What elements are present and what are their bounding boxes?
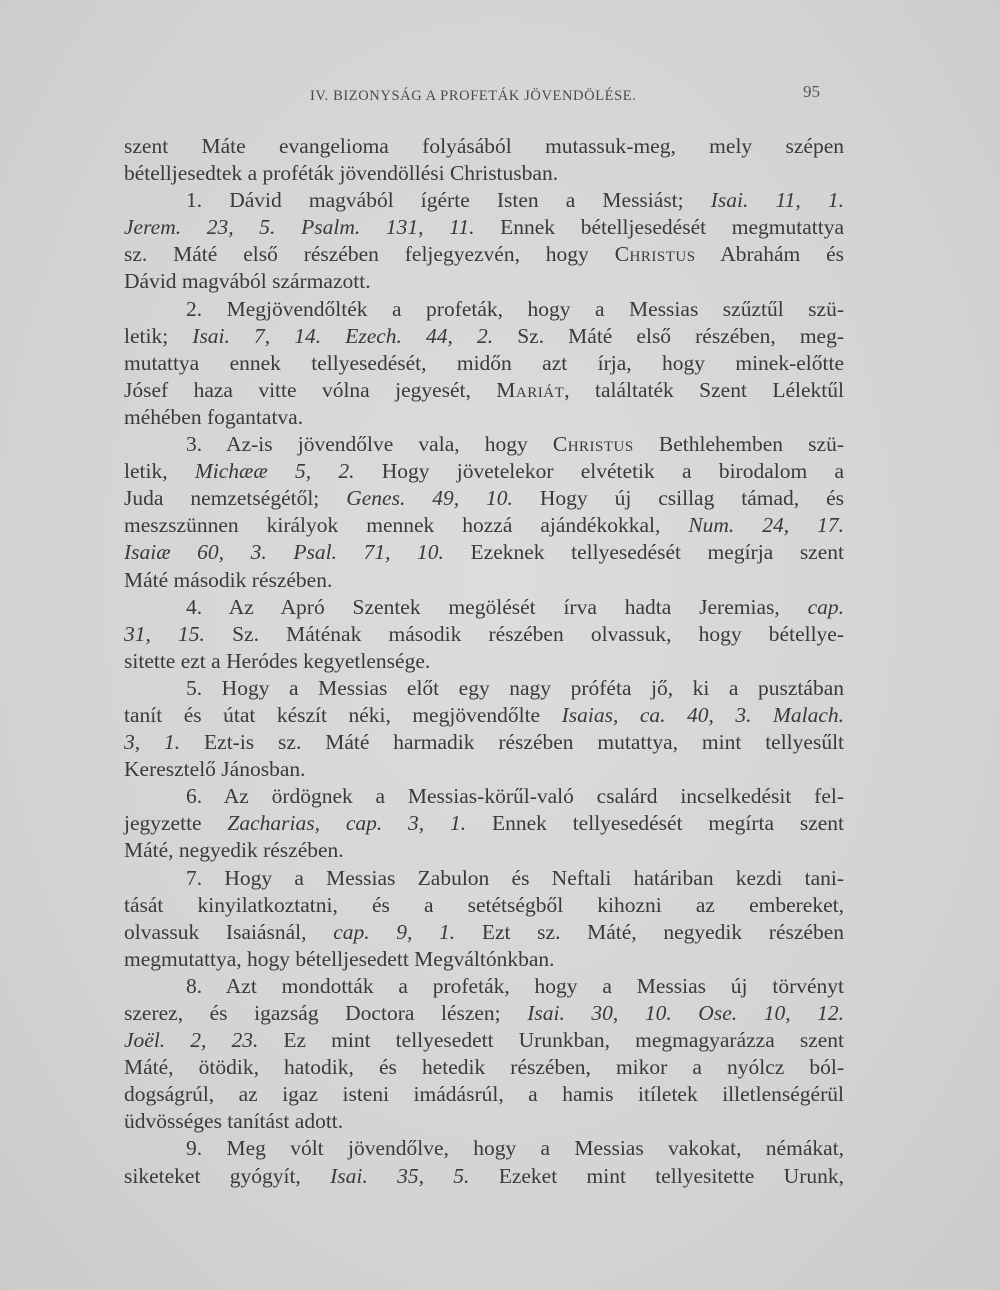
text-segment: jegyzette [124, 811, 228, 836]
scripture-reference: Isai. 30, 10. Ose. 10, 12. [527, 1001, 845, 1025]
text-line [124, 648, 844, 675]
scripture-reference: Isai. 7, 14. Ezech. 44, 2. [192, 323, 494, 348]
text-segment: tanít és útat készít néki, megjövendőlte [124, 702, 562, 727]
text-line [124, 973, 844, 1000]
text-segment: Hogy új csillag támad, és [512, 486, 845, 511]
text-segment: 1. Dávid magvából ígérte Isten a Messiást; [186, 188, 711, 213]
text-segment: Keresztelő Jánosban. [124, 757, 306, 782]
text-line [124, 214, 844, 241]
text-line [124, 810, 844, 837]
text-segment: Hogy jövetelekor elvétetik a birodalom a [354, 459, 845, 484]
scripture-reference: Zacharias, cap. 3, 1. [227, 811, 467, 836]
text-segment: letik, [124, 459, 195, 484]
text-line [124, 1027, 844, 1054]
scripture-reference: Genes. 49, 10. [346, 486, 513, 511]
text-segment: Ennek bételljesedését megmutattya [474, 215, 844, 240]
text-segment: Abrahám és [695, 242, 844, 267]
text-line [124, 675, 844, 702]
text-segment: Dávid magvából származott. [124, 269, 371, 294]
text-line [124, 241, 844, 268]
text-segment: szent Máte evangelioma folyásából mutassuk-meg, mely szépen [124, 134, 844, 158]
small-caps-name: Mariát [496, 377, 565, 402]
text-line [124, 350, 844, 377]
text-line [124, 1108, 844, 1135]
text-line [124, 512, 844, 539]
text-segment: Sz. Máténak második részében olvassuk, hogy bétellye- [204, 621, 845, 646]
scripture-reference: Isaiæ 60, 3. Psal. 71, 10. [124, 540, 444, 565]
small-caps-name: Christus [552, 432, 634, 457]
text-line [124, 1081, 844, 1108]
text-line [124, 1135, 844, 1162]
text-line [124, 837, 844, 864]
scripture-reference: Isai. 35, 5. [330, 1163, 470, 1188]
text-line [124, 377, 844, 404]
text-line [124, 404, 844, 431]
text-segment: Ezt-is sz. Máté harmadik részében mutattya, mint tellyesűlt [180, 730, 845, 755]
text-line [124, 323, 844, 350]
scripture-reference: 31, 15. [124, 621, 205, 646]
text-segment: 8. Azt mondották a profeták, hogy a Messias új törvényt [186, 973, 844, 998]
text-segment: 2. Megjövendőlték a profeták, hogy a Messias szűztűl szü- [186, 296, 844, 321]
scripture-reference: Jerem. 23, 5. Psalm. 131, 11. [124, 215, 475, 240]
text-line [124, 539, 844, 566]
scripture-reference: Isaias, ca. 40, 3. Malach. [561, 702, 844, 727]
text-segment: Máté második részében. [124, 567, 333, 592]
scripture-reference: Joël. 2, 23. [124, 1028, 259, 1053]
text-segment: megmutattya, hogy bételljesedett Megváltónkban. [124, 946, 555, 971]
text-segment: meszszünnen királyok mennek hozzá ajándékokkal, [124, 513, 689, 538]
text-segment: Máté, negyedik részében. [124, 838, 344, 863]
text-line [124, 946, 844, 973]
text-segment: Ezeknek tellyesedését megírja szent [443, 540, 844, 565]
text-line [124, 756, 844, 783]
text-line [124, 485, 844, 512]
running-header [0, 82, 1000, 106]
text-line [124, 892, 844, 919]
text-segment: 9. Meg vólt jövendőlve, hogy a Messias vakokat, némákat, [186, 1136, 844, 1161]
text-segment: siketeket gyógyít, [124, 1163, 331, 1188]
running-title: IV. BIZONYSÁG A PROFETÁK JÖVENDÖLÉSE. [310, 88, 637, 104]
scripture-reference: 3, 1. [124, 730, 181, 755]
text-segment: letik; [124, 323, 193, 348]
text-segment: méhében fogantatva. [124, 404, 304, 429]
text-segment: Máté, ötödik, hatodik, és hetedik részében, mikor a nyólcz ból- [124, 1055, 844, 1080]
text-segment: olvassuk Isaiásnál, [124, 919, 334, 944]
text-segment: 5. Hogy a Messias előt egy nagy próféta jő, ki a pusztában [186, 675, 844, 700]
text-segment: 3. Az-is jövendőlve vala, hogy [186, 432, 553, 457]
text-segment: szerez, és igazság Doctora lészen; [124, 1001, 528, 1025]
text-segment: 6. Az ördögnek a Messias-körűl-való csalárd incselkedésit fel- [186, 784, 844, 809]
text-line [124, 1000, 844, 1027]
text-segment: sitette ezt a Heródes kegyetlensége. [124, 648, 431, 673]
text-segment: Ezt sz. Máté, negyedik részében [455, 919, 845, 944]
text-line [124, 865, 844, 892]
text-line [124, 567, 844, 594]
scripture-reference: Num. 24, 17. [688, 513, 844, 538]
text-line [124, 160, 844, 187]
text-segment: bételljesedtek a proféták jövendöllési Christusban. [124, 161, 559, 186]
text-line [124, 431, 844, 458]
text-line [124, 268, 844, 295]
text-segment: Jósef haza vitte vólna jegyesét, [124, 377, 497, 402]
text-segment: Ennek tellyesedését megírta szent [466, 811, 845, 836]
text-line [124, 702, 844, 729]
scripture-reference: cap. 9, 1. [333, 919, 456, 944]
text-segment: sz. Máté első részében feljegyezvén, hogy [124, 242, 615, 267]
text-line [124, 783, 844, 810]
text-segment: 7. Hogy a Messias Zabulon és Neftali határiban kezdi tani- [186, 865, 844, 890]
text-segment: Ezeket mint tellyesitette Urunk, [469, 1163, 844, 1188]
text-line [124, 1163, 844, 1190]
text-line [124, 133, 844, 160]
text-line [124, 296, 844, 323]
text-line [124, 594, 844, 621]
text-line [124, 187, 844, 214]
page-number: 95 [803, 82, 820, 101]
text-segment: , találtaték Szent Lélektűl [564, 377, 844, 402]
text-segment: Sz. Máté első részében, meg- [493, 323, 844, 348]
scripture-reference: Isai. 11, 1. [710, 188, 845, 213]
text-segment: tását kinyilatkoztatni, és a setétségből kihozni az embereket, [124, 892, 844, 917]
text-segment: dogságrúl, az igaz isteni imádásrúl, a hamis itíletek illetlenségérül [124, 1082, 844, 1107]
text-line [124, 919, 844, 946]
small-caps-name: Christus [614, 242, 696, 267]
text-segment: üdvösséges tanítást adott. [124, 1109, 344, 1134]
text-segment: Juda nemzetségétől; [124, 486, 347, 511]
text-line [124, 458, 844, 485]
body-text [124, 133, 844, 1190]
text-segment: Bethlehemben szü- [633, 432, 844, 457]
scripture-reference: cap. [807, 594, 844, 619]
text-line [124, 1054, 844, 1081]
scripture-reference: Michææ 5, 2. [194, 459, 355, 484]
text-line [124, 729, 844, 756]
text-segment: Ez mint tellyesedett Urunkban, megmagyarázza szent [258, 1028, 844, 1053]
text-line [124, 621, 844, 648]
text-segment: 4. Az Apró Szentek megölését írva hadta Jeremias, [186, 594, 808, 619]
text-segment: mutattya ennek tellyesedését, midőn azt írja, hogy minek-előtte [124, 350, 844, 375]
